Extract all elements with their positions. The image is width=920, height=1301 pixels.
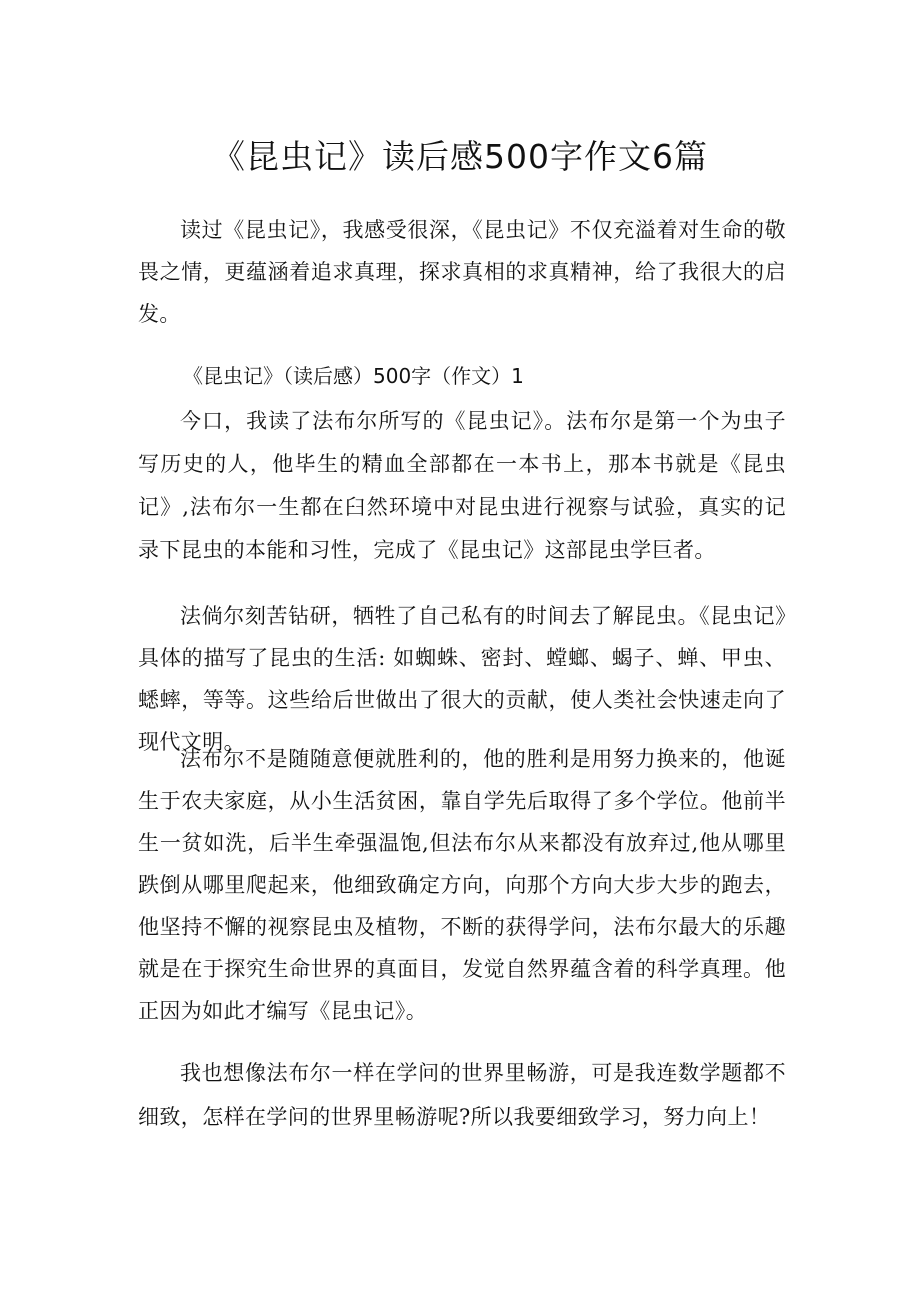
body-paragraph-1: 今口，我读了法布尔所写的《昆虫记》。法布尔是第一个为虫子写历史的人，他毕生的精血全部都在一本书上，那本书就是《昆虫记》,法布尔一生都在臼然环境中对昆虫进行视察与试验，真实的记录下昆虫的本能和习性，完成了《昆虫记》这部昆虫学巨者。 bbox=[138, 409, 786, 562]
document-title: 《昆虫记》读后感500字作文6篇 bbox=[212, 137, 708, 176]
section-heading: 《昆虫记》（读后感）500字（作文）1 bbox=[183, 364, 524, 388]
intro-paragraph: 读过《昆虫记》，我感受很深，《昆虫记》不仅充溢着对生命的敬畏之情，更蕴涵着追求真理，探求真相的求真精神，给了我很大的启发。 bbox=[138, 218, 786, 326]
body-paragraph-4: 我也想像法布尔一样在学问的世界里畅游，可是我连数学题都不细致，怎样在学问的世界里畅游呢?所以我要细致学习，努力向上！ bbox=[138, 1061, 786, 1129]
body-paragraph-3: 法布尔不是随随意便就胜利的，他的胜利是用努力换来的，他诞生于农夫家庭，从小生活贫困，靠自学先后取得了多个学位。他前半生一贫如洗，后半生牵强温饱,但法布尔从来都没有放弃过,他从哪里跌倒从哪里爬起来，他细致确定方向，向那个方向大步大步的跑去，他坚持不懈的视察昆虫及植物，不断的获得学问，法布尔最大的乐趣就是在于探究生命世界的真面目，发觉自然界蕴含着的科学真理。他正因为如此才编写《昆虫记》。 bbox=[138, 747, 786, 1023]
body-paragraph-2: 法倘尔刻苦钻研，牺牲了自己私有的时间去了解昆虫。《昆虫记》具体的描写了昆虫的生活: 如蜘蛛、密封、螳螂、蝎子、蝉、甲虫、蟋蟀，等等。这些给后世做出了很大的贡献，使人类社会快速走向了现代文明。 bbox=[138, 604, 786, 754]
